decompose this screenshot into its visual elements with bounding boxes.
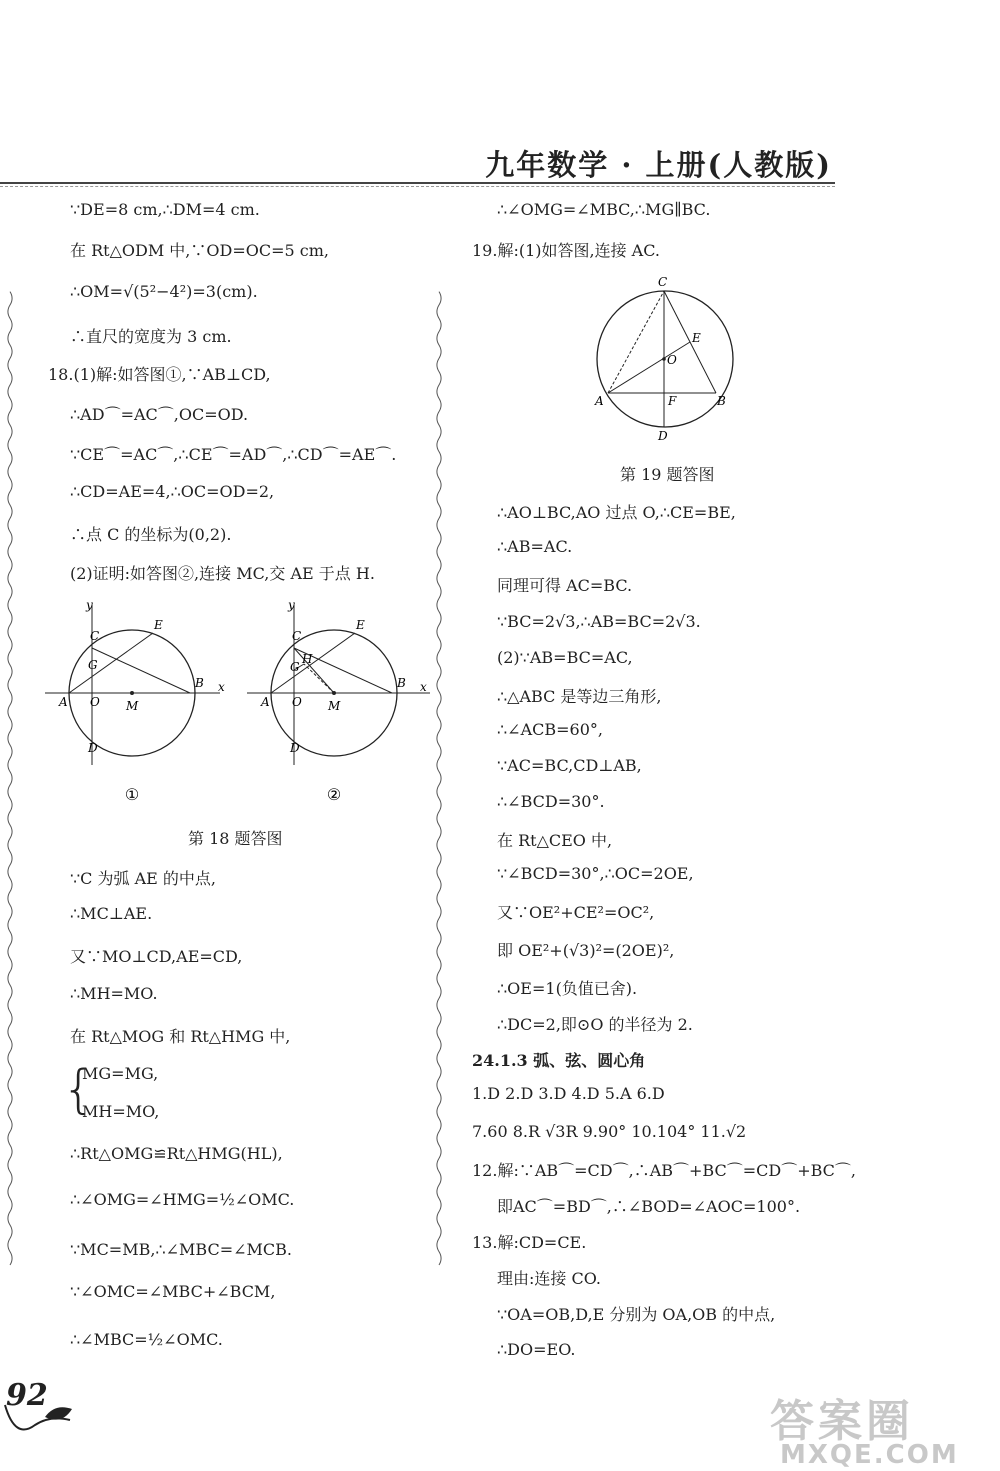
text-line: ∴∠ACB=60°, [497,720,603,739]
label-A: A [59,695,68,709]
label-E: E [154,618,163,632]
text-line: (2)∵AB=BC=AC, [497,648,633,667]
text-line: ∴MH=MO. [70,984,158,1003]
label-D: D [290,741,300,755]
problem-18-heading: 18.(1)解:如答图①,∵AB⊥CD, [48,365,271,384]
text-line: 在 Rt△ODM 中,∵OD=OC=5 cm, [70,241,329,260]
label-F: F [668,394,677,408]
figure-18-diagram-1 [45,598,225,765]
label-M: M [126,699,139,713]
text-line: ∴OM=√(5²−4²)=3(cm). [70,282,258,301]
problem-12-heading: 12.解:∵AB⌒=CD⌒,∴AB⌒+BC⌒=CD⌒+BC⌒, [472,1161,856,1180]
label-y: y [86,598,93,612]
figure-18-label-2: ② [326,785,342,804]
text-line: 又∵OE²+CE²=OC², [497,903,655,922]
text-line: ∴∠OMG=∠HMG=½∠OMC. [70,1190,295,1209]
text-line: 同理可得 AC=BC. [497,576,633,595]
label-A: A [261,695,270,709]
label-B: B [397,676,406,690]
text-line: 又∵MO⊥CD,AE=CD, [70,947,243,966]
figure-18 [40,595,440,815]
figure-18-caption: 第 18 题答图 [188,829,283,848]
text-line: MH=MO, [82,1102,160,1121]
answers-1-6: 1.D 2.D 3.D 4.D 5.A 6.D [472,1084,665,1103]
label-C: C [292,629,302,643]
label-M: M [328,699,341,713]
header-rule [0,182,835,184]
text-line: 即 OE²+(√3)²=(2OE)², [497,941,675,960]
problem-13-heading: 13.解:CD=CE. [472,1233,587,1252]
text-line: ∴AD⌒=AC⌒,OC=OD. [70,405,249,424]
page-number: 92 [6,1378,48,1413]
leaf-ornament-icon [0,1395,80,1445]
text-line: ∵MC=MB,∴∠MBC=∠MCB. [70,1240,292,1259]
label-O: O [667,353,677,367]
text-line: ∵BC=2√3,∴AB=BC=2√3. [497,612,701,631]
watermark-logo: 答案圈 [770,1396,914,1447]
system-brace: { [62,1060,96,1120]
figure-19 [585,272,745,447]
label-O: O [90,695,100,709]
figure-18-diagram-2 [247,598,430,765]
text-line: 理由:连接 CO. [497,1269,601,1288]
label-B: B [195,676,204,690]
text-line: ∵∠BCD=30°,∴OC=2OE, [497,864,694,883]
label-x: x [218,680,225,694]
label-E: E [692,331,701,345]
label-G: G [290,660,300,674]
text-line: ∴CD=AE=4,∴OC=OD=2, [70,482,275,501]
text-line: ∵C 为弧 AE 的中点, [70,869,217,888]
text-line: ∵DE=8 cm,∴DM=4 cm. [70,200,260,219]
label-D: D [88,741,98,755]
text-line: ∴AB=AC. [497,537,573,556]
text-line: 在 Rt△CEO 中, [497,831,613,850]
text-line: ∴MC⊥AE. [70,904,153,923]
label-G: G [88,658,98,672]
text-line: ∴∠OMG=∠MBC,∴MG∥BC. [497,200,711,219]
label-D: D [658,429,668,443]
page-header-title: 九年数学 · 上册(人教版) [485,148,832,182]
label-B: B [717,394,726,408]
text-line: ∴DC=2,即⊙O 的半径为 2. [497,1015,693,1034]
problem-19-heading: 19.解:(1)如答图,连接 AC. [472,241,660,260]
text-line: 即AC⌒=BD⌒,∴∠BOD=∠AOC=100°. [497,1197,801,1216]
text-line: ∴DO=EO. [497,1340,576,1359]
text-line: ∴Rt△OMG≌Rt△HMG(HL), [70,1144,283,1163]
text-line: (2)证明:如答图②,连接 MC,交 AE 于点 H. [70,564,375,583]
text-line: ∵CE⌒=AC⌒,∴CE⌒=AD⌒,∴CD⌒=AE⌒. [70,445,397,464]
text-line: ∴△ABC 是等边三角形, [497,687,662,706]
text-line: ∴点 C 的坐标为(0,2). [70,525,232,544]
label-H: H [302,652,313,666]
text-line: ∴OE=1(负值已舍). [497,979,638,998]
label-A: A [595,394,604,408]
label-y: y [288,598,295,612]
left-wavy-border [5,195,15,1355]
text-line: 在 Rt△MOG 和 Rt△HMG 中, [70,1027,291,1046]
text-line: ∵∠OMC=∠MBC+∠BCM, [70,1282,276,1301]
text-line: ∵OA=OB,D,E 分别为 OA,OB 的中点, [497,1305,776,1324]
label-C: C [658,275,668,289]
label-E: E [356,618,365,632]
text-line: MG=MG, [82,1064,159,1083]
section-heading-24-1-3: 24.1.3 弧、弦、圆心角 [472,1051,646,1070]
figure-18-label-1: ① [124,785,140,804]
text-line: ∵AC=BC,CD⊥AB, [497,756,642,775]
text-line: ∴直尺的宽度为 3 cm. [70,327,232,346]
header-rule-dashed [0,186,835,187]
text-line: ∴∠BCD=30°. [497,792,605,811]
label-O: O [292,695,302,709]
figure-19-caption: 第 19 题答图 [620,465,715,484]
text-line: ∴AO⊥BC,AO 过点 O,∴CE=BE, [497,503,736,522]
watermark-url: MXQE.COM [780,1440,959,1470]
answers-7-11: 7.60 8.R √3R 9.90° 10.104° 11.√2 [472,1122,747,1141]
text-line: ∴∠MBC=½∠OMC. [70,1330,223,1349]
label-C: C [90,629,100,643]
label-x: x [420,680,427,694]
